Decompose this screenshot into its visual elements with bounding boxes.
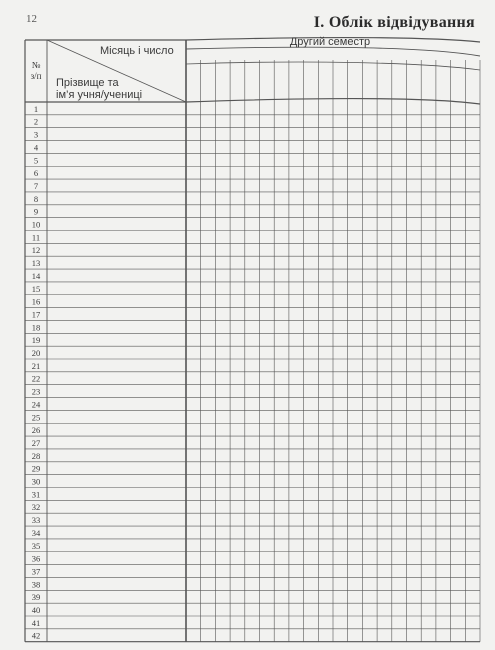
semester-under-line: [186, 47, 480, 56]
row-number: 20: [31, 348, 41, 358]
row-number: 14: [31, 270, 41, 281]
row-number: 10: [31, 219, 41, 230]
row-number: 19: [31, 335, 41, 346]
row-number: 39: [31, 592, 41, 603]
row-number: 12: [31, 245, 41, 256]
row-number: 21: [31, 360, 41, 371]
grid-lines: [25, 38, 480, 642]
num-header-sub: з/п: [30, 71, 42, 81]
row-number: 7: [33, 180, 39, 191]
month-date-header: Місяць і число: [100, 45, 174, 57]
row-number: 25: [31, 412, 41, 423]
row-number: 9: [33, 206, 39, 217]
row-number: 29: [31, 463, 41, 474]
row-number: 5: [33, 155, 39, 166]
row-number: 36: [31, 553, 41, 564]
row-number: 8: [33, 193, 39, 204]
row-number: 27: [31, 437, 41, 448]
row-number: 26: [31, 425, 41, 436]
row-number: 33: [31, 515, 41, 526]
row-number: 32: [31, 502, 41, 513]
row-numbers: [32, 104, 41, 641]
row-number: 3: [33, 129, 39, 140]
row-number: 40: [31, 605, 41, 615]
page-number: 12: [26, 13, 37, 25]
row-number: 13: [31, 258, 41, 269]
row-number: 30: [31, 476, 41, 487]
section-title: І. Облік відвідування: [313, 14, 475, 31]
num-header: №: [31, 60, 41, 70]
name-header-line1: Прізвище та: [56, 77, 119, 89]
row-number: 18: [31, 322, 41, 333]
row-number: 2: [33, 116, 39, 127]
row-number: 35: [31, 540, 41, 551]
row-number: 11: [31, 232, 41, 243]
semester-header: Другий семестр: [289, 36, 371, 48]
row-number: 38: [31, 579, 41, 590]
row-number: 15: [31, 283, 41, 294]
row-number: 42: [31, 630, 41, 641]
row-number: 16: [31, 296, 41, 307]
row-number: 6: [33, 168, 39, 179]
row-number: 24: [31, 399, 41, 410]
row-number: 1: [33, 103, 39, 114]
row-number: 34: [31, 527, 41, 538]
row-number: 31: [31, 489, 41, 500]
row-number: 28: [31, 450, 41, 461]
name-header-line2: ім’я учня/учениці: [56, 89, 143, 101]
row-number: 37: [31, 566, 41, 577]
row-number: 17: [31, 309, 41, 320]
row-number: 22: [31, 373, 41, 384]
row-number: 4: [33, 142, 39, 153]
row-number: 23: [31, 386, 41, 397]
row-number: 41: [31, 617, 41, 628]
